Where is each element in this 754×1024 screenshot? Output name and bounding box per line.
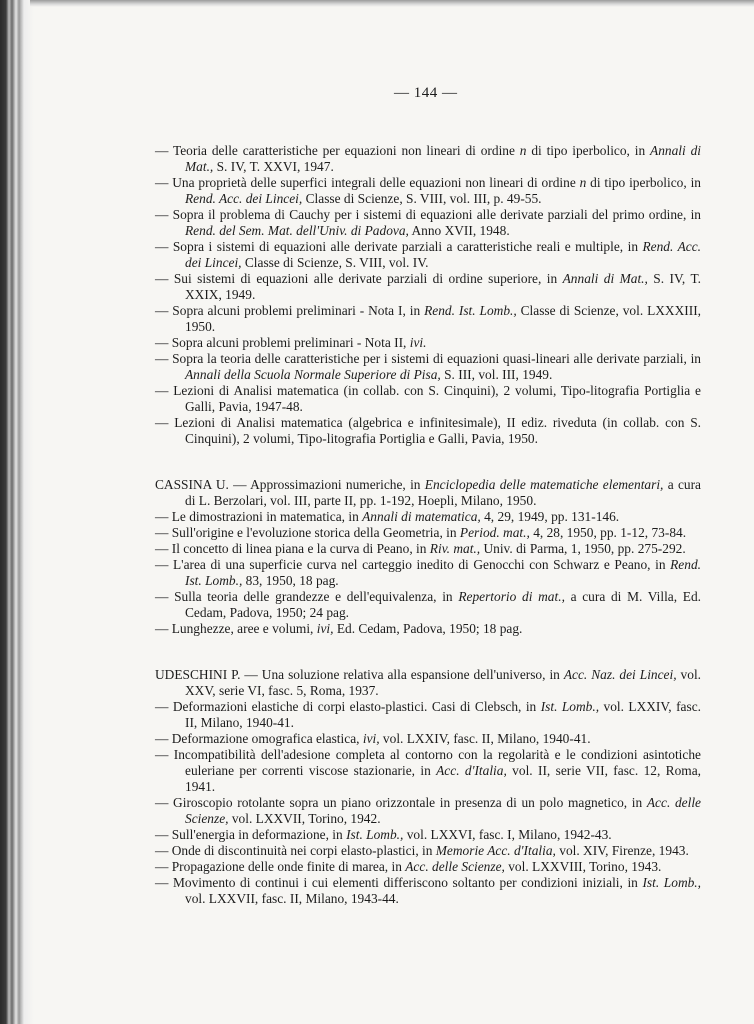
- entry-text: di tipo iperbolico, in: [526, 143, 651, 158]
- bibliography-entry: [155, 667, 701, 699]
- journal-title: Annali di Mat.,: [185, 143, 701, 174]
- entry-text: — Sui sistemi di equazioni alle derivate parziali di ordine superiore, in: [155, 271, 563, 286]
- entry-text: — Sopra alcuni problemi preliminari - Nota I, in: [155, 303, 425, 318]
- bibliography-entry: [155, 541, 701, 557]
- bibliography-entry: [155, 747, 701, 795]
- book-binding-edge: [0, 0, 34, 1024]
- bibliography-entry: [155, 827, 701, 843]
- bibliography-entry: [155, 509, 701, 525]
- entry-text: — Deformazioni elastiche di corpi elasto-plastici. Casi di Clebsch, in: [155, 699, 541, 714]
- entry-text: S. IV, T. XXIX, 1949.: [185, 271, 701, 302]
- journal-title: Enciclopedia delle matematiche elementari,: [424, 477, 664, 492]
- entry-text: Anno XVII, 1948.: [408, 223, 510, 238]
- entry-text: vol. LXXVI, fasc. I, Milano, 1942-43.: [403, 827, 612, 842]
- bibliography-section: [155, 477, 701, 637]
- entry-text: — Sopra alcuni problemi preliminari - Nota II,: [155, 335, 410, 350]
- entry-text: vol. II, serie VII, fasc. 12, Roma, 1941.: [185, 763, 701, 794]
- bibliography-entry: [155, 143, 701, 175]
- entry-text: — Incompatibilità dell'adesione completa al contorno con la regolarità e le condizioni asintotiche euleriane per correnti viscose stazionarie, in: [155, 747, 701, 778]
- bibliography-entry: [155, 557, 701, 589]
- entry-text: — Sull'origine e l'evoluzione storica della Geometria, in: [155, 525, 460, 540]
- bibliography-entry: [155, 525, 701, 541]
- journal-title: ivi.: [409, 335, 427, 350]
- journal-title: Acc. delle Scienze,: [185, 795, 701, 826]
- bibliography-entry: [155, 207, 701, 239]
- journal-title: Ist. Lomb.,: [540, 699, 600, 714]
- scan-top-edge: [30, 0, 754, 7]
- entry-text: a cura di L. Berzolari, vol. III, parte II, pp. 1-192, Hoepli, Milano, 1950.: [185, 477, 701, 508]
- journal-title: Rend. del Sem. Mat. dell'Univ. di Padova,: [185, 223, 409, 238]
- entry-text: — Sopra il problema di Cauchy per i sistemi di equazioni alle derivate parziali del primo ordine, in: [155, 207, 701, 222]
- entry-text: — Sopra i sistemi di equazioni alle derivate parziali a caratteristiche reali e multiple, in: [155, 239, 643, 254]
- entry-text: UDESCHINI P. — Una soluzione relativa alla espansione dell'universo, in: [155, 667, 564, 682]
- journal-title: Riv. mat.,: [429, 541, 481, 556]
- bibliography-entry: [155, 383, 701, 415]
- bibliography-section: [155, 143, 701, 447]
- bibliography-section: [155, 667, 701, 907]
- entry-text: Classe di Scienze, S. VIII, vol. IV.: [241, 255, 429, 270]
- entry-text: di tipo iperbolico, in: [586, 175, 701, 190]
- bibliography-entry: [155, 303, 701, 335]
- entry-text: vol. LXXVII, Torino, 1942.: [228, 811, 381, 826]
- journal-title: n: [579, 175, 587, 190]
- bibliography-entry: [155, 175, 701, 207]
- entry-text: — Lunghezze, aree e volumi,: [155, 621, 317, 636]
- journal-title: Memorie Acc. d'Italia,: [435, 843, 556, 858]
- journal-title: Annali di Mat.,: [562, 271, 648, 286]
- entry-text: — Onde di discontinuità nei corpi elasto-plastici, in: [155, 843, 436, 858]
- bibliography-entry: [155, 859, 701, 875]
- entry-text: — Lezioni di Analisi matematica (in collab. con S. Cinquini), 2 volumi, Tipo-litografia Portiglia e Galli, Pavia, 1947-48.: [155, 383, 701, 414]
- entry-text: S. III, vol. III, 1949.: [440, 367, 553, 382]
- entry-text: vol. LXXVII, fasc. II, Milano, 1943-44.: [185, 891, 399, 906]
- bibliography-entry: [155, 621, 701, 637]
- bibliography-entry: [155, 271, 701, 303]
- journal-title: ivi,: [362, 731, 380, 746]
- journal-title: Rend. Ist. Lomb.,: [185, 557, 701, 588]
- bibliography-entry: [155, 875, 701, 907]
- entry-text: vol. LXXIV, fasc. II, Milano, 1940-41.: [185, 699, 701, 730]
- entry-text: vol. XXV, serie VI, fasc. 5, Roma, 1937.: [185, 667, 702, 698]
- entry-text: S. IV, T. XXVI, 1947.: [213, 159, 334, 174]
- entry-text: — Deformazione omografica elastica,: [155, 731, 363, 746]
- journal-title: Rend. Acc. dei Lincei,: [185, 191, 303, 206]
- journal-title: Ist. Lomb.,: [642, 875, 702, 890]
- entry-text: vol. LXXIV, fasc. II, Milano, 1940-41.: [379, 731, 591, 746]
- entry-text: — Propagazione delle onde finite di marea, in: [155, 859, 406, 874]
- bibliography-entry: [155, 731, 701, 747]
- bibliography-entry: [155, 795, 701, 827]
- entry-text: — Teoria delle caratteristiche per equazioni non lineari di ordine: [155, 143, 520, 158]
- entry-text: — Lezioni di Analisi matematica (algebrica e infinitesimale), II ediz. riveduta (in collab. con S. Cinquini), 2 volumi, Tipo-litografia Portiglia e Galli, Pavia, 1950.: [155, 415, 701, 446]
- bibliography-entry: [155, 699, 701, 731]
- journal-title: Annali di matematica,: [362, 509, 481, 524]
- entry-text: — Movimento di continui i cui elementi differiscono soltanto per condizioni iniziali, in: [155, 875, 643, 890]
- entry-text: a cura di M. Villa, Ed. Cedam, Padova, 1950; 24 pag.: [185, 589, 701, 620]
- entry-text: — Giroscopio rotolante sopra un piano orizzontale in presenza di un polo magnetico, in: [155, 795, 647, 810]
- journal-title: Period. mat.,: [459, 525, 530, 540]
- page-number: — 144 —: [394, 85, 458, 101]
- entry-text: Classe di Scienze, vol. LXXXIII, 1950.: [185, 303, 701, 334]
- journal-title: Annali della Scuola Normale Superiore di Pisa,: [185, 367, 441, 382]
- journal-title: n: [519, 143, 527, 158]
- entry-text: — Sull'energia in deformazione, in: [155, 827, 347, 842]
- bibliography-entry: [155, 335, 701, 351]
- entry-text: — Una proprietà delle superfici integrali delle equazioni non lineari di ordine: [155, 175, 580, 190]
- bibliography-entry: [155, 589, 701, 621]
- entry-text: — Sulla teoria delle grandezze e dell'equivalenza, in: [155, 589, 459, 604]
- entry-text: Ed. Cedam, Padova, 1950; 18 pag.: [333, 621, 523, 636]
- bibliography-entry: [155, 843, 701, 859]
- entry-text: CASSINA U. — Approssimazioni numeriche, in: [155, 477, 425, 492]
- entry-text: Classe di Scienze, S. VIII, vol. III, p. 49-55.: [302, 191, 542, 206]
- journal-title: Acc. Naz. dei Lincei,: [563, 667, 677, 682]
- entry-text: vol. XIV, Firenze, 1943.: [555, 843, 689, 858]
- bibliography-entry: [155, 239, 701, 271]
- entry-text: — L'area di una superficie curva nel carteggio inedito di Genocchi con Schwarz e Peano, in: [155, 557, 671, 572]
- entry-text: 83, 1950, 18 pag.: [242, 573, 339, 588]
- entry-text: — Le dimostrazioni in matematica, in: [155, 509, 363, 524]
- bibliography-entry: [155, 351, 701, 383]
- entry-text: 4, 28, 1950, pp. 1-12, 73-84.: [529, 525, 687, 540]
- journal-title: Rend. Acc. dei Lincei,: [185, 239, 701, 270]
- entry-text: 4, 29, 1949, pp. 131-146.: [480, 509, 620, 524]
- journal-title: Rend. Ist. Lomb.,: [424, 303, 517, 318]
- entry-text: — Sopra la teoria delle caratteristiche per i sistemi di equazioni quasi-lineari alle derivate parziali, in: [155, 351, 701, 366]
- journal-title: ivi,: [316, 621, 334, 636]
- journal-title: Ist. Lomb.,: [346, 827, 404, 842]
- entry-text: vol. LXXVIII, Torino, 1943.: [504, 859, 662, 874]
- entry-text: — Il concetto di linea piana e la curva di Peano, in: [155, 541, 430, 556]
- entry-text: Univ. di Parma, 1, 1950, pp. 275-292.: [480, 541, 686, 556]
- bibliography-list: [155, 143, 701, 907]
- journal-title: Acc. delle Scienze,: [405, 859, 505, 874]
- journal-title: Acc. d'Italia,: [436, 763, 507, 778]
- journal-title: Repertorio di mat.,: [458, 589, 565, 604]
- bibliography-entry: [155, 477, 701, 509]
- bibliography-entry: [155, 415, 701, 447]
